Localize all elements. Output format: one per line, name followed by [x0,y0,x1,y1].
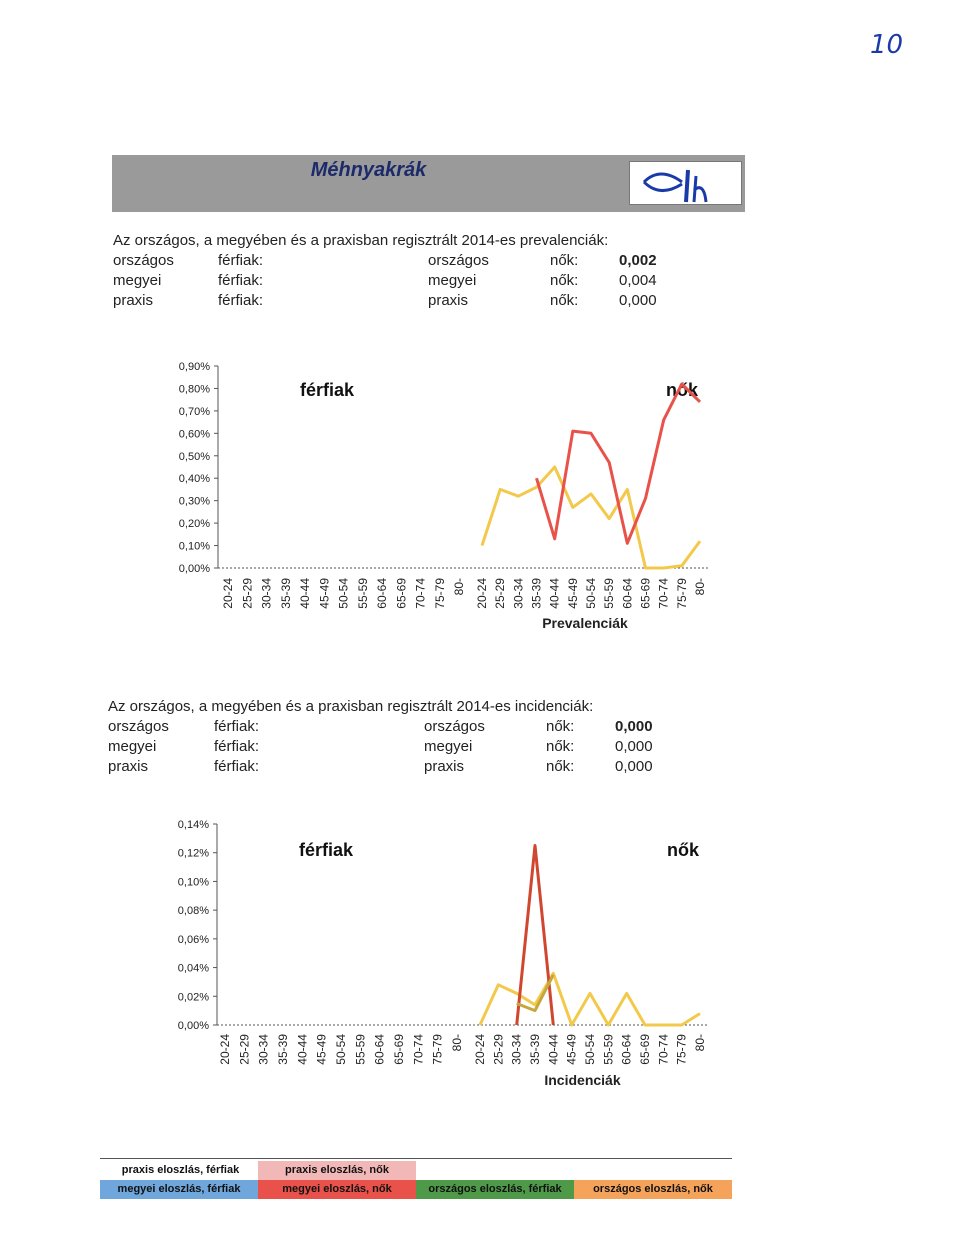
women-label: nők: [546,758,575,775]
y-tick-label: 0,30% [178,495,210,508]
x-tick-label: 30-34 [259,578,274,609]
row-label: országos [108,718,169,735]
x-tick-label: 25-29 [491,1034,506,1065]
women-region: megyei [424,738,473,755]
women-value: 0,002 [619,252,657,269]
y-tick-label: 0,00% [178,563,210,575]
x-tick-label: 55-59 [601,1034,616,1065]
panel-label-men: férfiak [299,840,354,860]
x-tick-label: 65-69 [392,1034,406,1065]
x-tick-label: 35-39 [529,578,544,609]
x-tick-label: 20-24 [475,578,489,609]
men-label: férfiak: [218,252,264,269]
x-tick-label: 75-79 [674,578,689,609]
x-tick-label: 60-64 [619,1034,634,1065]
x-tick-label: 75-79 [430,1034,445,1065]
women-value: 0,000 [615,758,653,775]
x-tick-label: 40-44 [546,1034,561,1065]
x-tick-label: 20-24 [221,578,235,609]
men-label: férfiak: [218,292,264,309]
x-tick-label: 35-39 [278,578,293,609]
women-label: nők: [546,738,575,755]
x-tick-label: 80- [452,578,466,596]
x-tick-label: 50-54 [583,1034,597,1065]
x-tick-label: 20-24 [473,1034,487,1065]
x-tick-label: 25-29 [237,1034,252,1065]
x-tick-label: 70-74 [656,578,671,609]
x-tick-label: 25-29 [493,578,508,609]
panel-label-women: nők [666,840,700,860]
x-tick-label: 25-29 [240,578,255,609]
y-tick-label: 0,06% [177,933,209,946]
page-title: Méhnyakrák [310,159,427,181]
women-region: megyei [428,272,477,289]
y-tick-label: 0,20% [178,518,210,531]
women-label: nők: [550,252,579,269]
row-label: megyei [108,738,157,755]
series-line [537,384,701,543]
series-line [482,467,700,568]
x-tick-label: 55-59 [353,1034,368,1065]
x-tick-label: 40-44 [298,578,312,609]
y-tick-label: 0,02% [177,991,209,1004]
y-tick-label: 0,04% [177,962,209,975]
x-tick-label: 60-64 [375,578,389,609]
x-tick-label: 75-79 [674,1034,689,1065]
x-tick-label: 45-49 [565,578,580,609]
women-label: nők: [550,292,579,309]
x-tick-label: 50-54 [584,578,598,609]
x-tick-label: 70-74 [413,578,428,609]
legend [100,1158,732,1202]
men-label: férfiak: [218,272,264,289]
page-number: 10 [870,30,904,60]
y-tick-label: 0,08% [177,905,209,918]
women-region: praxis [428,292,469,309]
series-line [480,973,700,1025]
y-tick-label: 0,40% [178,473,210,486]
x-tick-label: 40-44 [295,1034,310,1065]
y-tick-label: 0,14% [177,819,209,831]
x-tick-label: 40-44 [547,578,562,609]
panel-label-women: nők [665,380,699,400]
x-tick-label: 35-39 [528,1034,542,1065]
incidence-heading: Az országos, a megyében és a praxisban regisztrált 2014-es incidenciák: [108,698,594,715]
men-label: férfiak: [214,738,260,755]
x-tick-label: 45-49 [314,1034,329,1065]
x-tick-label: 70-74 [411,1034,426,1065]
x-tick-label: 65-69 [394,578,409,609]
row-label: megyei [113,272,162,289]
y-tick-label: 0,12% [177,847,209,860]
x-tick-label: 75-79 [432,578,447,609]
women-label: nők: [550,272,579,289]
y-tick-label: 0,80% [178,383,210,396]
legend-item: megyei eloszlás, férfiak [100,1180,258,1199]
y-tick-label: 0,90% [178,361,210,373]
women-label: nők: [546,718,575,735]
x-tick-label: 45-49 [564,1034,579,1065]
y-tick-label: 0,10% [177,876,209,889]
x-tick-label: 55-59 [355,578,370,609]
x-tick-label: 50-54 [336,578,351,609]
y-tick-label: 0,60% [178,428,210,441]
women-region: országos [424,718,485,735]
y-tick-label: 0,70% [178,405,210,418]
men-label: férfiak: [214,758,260,775]
x-tick-label: 35-39 [276,1034,290,1065]
row-label: praxis [113,292,154,309]
x-tick-label: 55-59 [602,578,617,609]
women-region: országos [428,252,489,269]
x-tick-label: 30-34 [511,578,526,609]
chart-title: Prevalenciák [542,615,628,631]
y-tick-label: 0,10% [178,540,210,553]
x-tick-label: 65-69 [638,1034,652,1065]
x-tick-label: 50-54 [334,1034,348,1065]
x-tick-label: 30-34 [509,1034,524,1065]
row-label: praxis [108,758,149,775]
prevalence-heading: Az országos, a megyében és a praxisban regisztrált 2014-es prevalenciák: [113,232,609,249]
x-tick-label: 45-49 [317,578,332,609]
x-tick-label: 30-34 [256,1034,271,1065]
men-label: férfiak: [214,718,260,735]
x-tick-label: 20-24 [218,1034,232,1065]
x-tick-label: 70-74 [656,1034,671,1065]
legend-item: megyei eloszlás, nők [258,1180,416,1199]
x-tick-label: 60-64 [372,1034,387,1065]
x-tick-label: 65-69 [638,578,653,609]
women-region: praxis [424,758,465,775]
x-tick-label: 60-64 [620,578,635,609]
x-tick-label: 80- [693,578,707,596]
chart-title: Incidenciák [544,1072,621,1088]
women-value: 0,000 [615,718,653,735]
women-value: 0,004 [619,272,657,289]
row-label: országos [113,252,174,269]
y-tick-label: 0,00% [177,1020,209,1032]
legend-item: országos eloszlás, nők [574,1180,732,1199]
legend-item: praxis eloszlás, nők [258,1161,416,1180]
women-value: 0,000 [619,292,657,309]
women-value: 0,000 [615,738,653,755]
legend-item: praxis eloszlás, férfiak [121,1164,240,1176]
legend-item: országos eloszlás, férfiak [416,1180,574,1199]
y-tick-label: 0,50% [178,450,210,463]
x-tick-label: 80- [450,1034,464,1052]
x-tick-label: 80- [693,1034,707,1052]
panel-label-men: férfiak [300,380,355,400]
